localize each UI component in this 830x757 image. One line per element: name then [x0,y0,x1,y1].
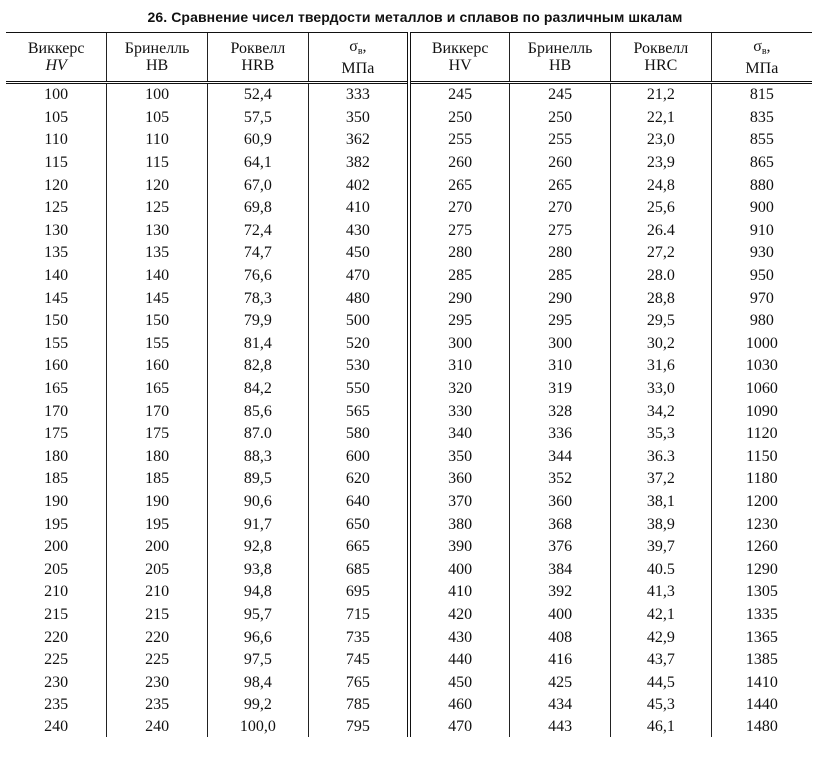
table-cell: 60,9 [208,129,309,152]
table-cell: 470 [409,717,510,737]
table-cell: 150 [107,310,208,333]
table-cell: 88,3 [208,446,309,469]
table-cell: 340 [409,423,510,446]
header-row [6,33,812,83]
table-row [6,83,812,107]
table-cell: 180 [107,446,208,469]
column-header-line2: HB [549,57,572,74]
table-cell: 275 [510,220,611,243]
table-cell: 970 [711,287,812,310]
table-cell: 310 [409,355,510,378]
table-cell: 1365 [711,626,812,649]
column-header-line1 [712,38,812,60]
table-row [6,400,812,423]
table-cell: 443 [510,717,611,737]
table-cell: 135 [107,242,208,265]
table-cell: 295 [510,310,611,333]
table-cell: 200 [107,536,208,559]
table-cell: 42,9 [611,626,712,649]
column-header-line2: HRC [644,57,678,74]
table-row [6,107,812,130]
table-cell: 79,9 [208,310,309,333]
table-cell: 270 [510,197,611,220]
table-cell: 235 [107,694,208,717]
table-cell: 835 [711,107,812,130]
table-cell: 94,8 [208,581,309,604]
table-cell: 600 [308,446,409,469]
sigma-symbol: σ [349,37,358,55]
table-cell: 165 [44,380,69,398]
table-cell: 260 [409,152,510,175]
page-title: 26. Сравнение чисел твердости металлов и сплавов по различным шкалам [147,9,683,25]
table-cell: 416 [510,649,611,672]
column-header [6,33,107,83]
table-cell: 310 [510,355,611,378]
table-cell: 155 [44,334,69,352]
table-cell: 150 [44,312,69,330]
table-cell: 25,6 [611,197,712,220]
table-cell: 195 [107,513,208,536]
table-cell: 450 [409,671,510,694]
table-cell: 434 [510,694,611,717]
table-cell: 255 [510,129,611,152]
table-row [6,378,812,401]
table-cell: 98,4 [208,671,309,694]
table-cell: 120 [107,174,208,197]
table-cell: 300 [409,333,510,356]
table-cell: 170 [44,402,69,420]
table-body [6,83,812,737]
table-cell: 140 [107,265,208,288]
table-cell: 270 [409,197,510,220]
table-cell: 100 [44,86,69,104]
table-cell: 97,5 [208,649,309,672]
table-cell: 520 [308,333,409,356]
table-row [6,536,812,559]
table-cell: 580 [308,423,409,446]
table-row [6,491,812,514]
table-cell: 360 [409,468,510,491]
table-cell: 240 [44,717,69,735]
table-cell: 76,6 [208,265,309,288]
table-cell: 336 [510,423,611,446]
table-cell: 125 [44,199,69,217]
column-header [107,33,208,83]
table-cell: 815 [711,83,812,107]
table-cell: 265 [409,174,510,197]
column-header-line1: Роквелл [633,40,689,57]
table-cell: 1120 [711,423,812,446]
table-cell: 440 [409,649,510,672]
table-cell: 69,8 [208,197,309,220]
table-cell: 120 [44,176,69,194]
table-cell: 84,2 [208,378,309,401]
table-cell: 38,9 [611,513,712,536]
table-cell: 910 [711,220,812,243]
table-cell: 165 [107,378,208,401]
table-cell: 185 [44,470,69,488]
table-cell: 41,3 [611,581,712,604]
table-cell: 980 [711,310,812,333]
column-header-line2: HB [146,57,169,74]
table-cell: 1440 [711,694,812,717]
table-row [6,220,812,243]
table-cell: 1180 [711,468,812,491]
table-cell: 190 [107,491,208,514]
column-header-line1: Роквелл [230,40,286,57]
table-cell: 39,7 [611,536,712,559]
table-cell: 28.0 [611,265,712,288]
table-cell: 105 [44,108,69,126]
table-row [6,468,812,491]
table-row [6,152,812,175]
table-cell: 37,2 [611,468,712,491]
column-header-line2: МПа [341,59,375,77]
table-cell: 89,5 [208,468,309,491]
table-cell: 99,2 [208,694,309,717]
table-cell: 235 [44,696,69,714]
table-cell: 175 [107,423,208,446]
table-cell: 205 [44,560,69,578]
table-cell: 96,6 [208,626,309,649]
header-suffix: , [766,37,771,55]
table-cell: 430 [409,626,510,649]
table-cell: 425 [510,671,611,694]
table-row [6,558,812,581]
table-row [6,242,812,265]
table-cell: 735 [308,626,409,649]
table-cell: 31,6 [611,355,712,378]
table-cell: 1150 [711,446,812,469]
table-row [6,129,812,152]
table-cell: 1385 [711,649,812,672]
table-cell: 300 [510,333,611,356]
table-cell: 245 [409,83,510,107]
table-cell: 500 [308,310,409,333]
table-cell: 430 [308,220,409,243]
table-cell: 57,5 [208,107,309,130]
table-cell: 92,8 [208,536,309,559]
table-cell: 110 [107,129,208,152]
table-cell: 210 [44,583,69,601]
table-cell: 275 [409,220,510,243]
table-row [6,446,812,469]
table-row [6,581,812,604]
table-cell: 265 [510,174,611,197]
table-cell: 765 [308,671,409,694]
table-cell: 35,3 [611,423,712,446]
table-cell: 23,0 [611,129,712,152]
table-cell: 550 [308,378,409,401]
table-cell: 45,3 [611,694,712,717]
table-cell: 215 [44,605,69,623]
table-cell: 290 [409,287,510,310]
table-cell: 350 [308,107,409,130]
table-cell: 408 [510,626,611,649]
table-cell: 85,6 [208,400,309,423]
table-cell: 225 [44,651,69,669]
table-cell: 175 [44,425,69,443]
table-cell: 38,1 [611,491,712,514]
table-row [6,694,812,717]
table-cell: 67,0 [208,174,309,197]
table-cell: 125 [107,197,208,220]
column-header [208,33,309,83]
column-header [409,33,510,83]
column-header-line2: МПа [745,59,779,77]
table-cell: 160 [44,357,69,375]
table-cell: 42,1 [611,604,712,627]
sigma-symbol: σ [753,37,762,55]
table-row [6,423,812,446]
table-cell: 155 [107,333,208,356]
table-cell: 93,8 [208,558,309,581]
table-cell: 410 [308,197,409,220]
column-header [611,33,712,83]
table-cell: 46,1 [611,717,712,737]
table-cell: 160 [107,355,208,378]
table-cell: 140 [44,267,69,285]
table-cell: 319 [510,378,611,401]
table-cell: 95,7 [208,604,309,627]
table-cell: 344 [510,446,611,469]
table-row [6,671,812,694]
table-cell: 23,9 [611,152,712,175]
table-cell: 33,0 [611,378,712,401]
table-cell: 392 [510,581,611,604]
table-cell: 1305 [711,581,812,604]
table-cell: 620 [308,468,409,491]
table-cell: 105 [107,107,208,130]
table-cell: 376 [510,536,611,559]
table-cell: 1290 [711,558,812,581]
table-cell: 220 [44,628,69,646]
table-cell: 695 [308,581,409,604]
table-cell: 28,8 [611,287,712,310]
table-cell: 530 [308,355,409,378]
table-cell: 215 [107,604,208,627]
table-cell: 420 [409,604,510,627]
table-cell: 64,1 [208,152,309,175]
table-cell: 352 [510,468,611,491]
table-cell: 460 [409,694,510,717]
table-cell: 382 [308,152,409,175]
table-cell: 26.4 [611,220,712,243]
table-cell: 34,2 [611,400,712,423]
column-header-line1: Виккерс [27,40,85,57]
table-row [6,355,812,378]
table-cell: 1335 [711,604,812,627]
table-cell: 100 [107,83,208,107]
table-cell: 350 [409,446,510,469]
table-cell: 82,8 [208,355,309,378]
table-cell: 880 [711,174,812,197]
table-cell: 100,0 [208,717,309,737]
column-header-line1: Бринелль [124,40,190,57]
column-header-line1 [309,38,407,60]
table-cell: 360 [510,491,611,514]
table-cell: 1480 [711,717,812,737]
table-cell: 200 [44,538,69,556]
table-row [6,333,812,356]
table-cell: 27,2 [611,242,712,265]
sigma-subscript: в [357,45,363,57]
table-cell: 295 [409,310,510,333]
table-cell: 333 [308,83,409,107]
table-cell: 665 [308,536,409,559]
table-cell: 1030 [711,355,812,378]
table-cell: 565 [308,400,409,423]
table-header [6,33,812,83]
sigma-subscript: в [761,45,767,57]
table-cell: 110 [44,131,68,149]
table-cell: 52,4 [208,83,309,107]
table-cell: 290 [510,287,611,310]
table-cell: 795 [308,717,409,737]
table-cell: 950 [711,265,812,288]
table-cell: 470 [308,265,409,288]
table-cell: 1410 [711,671,812,694]
table-cell: 115 [107,152,208,175]
table-cell: 74,7 [208,242,309,265]
column-header-line2: HV [45,57,67,74]
column-header-line1: Виккерс [431,40,489,57]
table-cell: 81,4 [208,333,309,356]
table-cell: 865 [711,152,812,175]
table-cell: 43,7 [611,649,712,672]
table-cell: 285 [510,265,611,288]
table-cell: 135 [44,244,69,262]
table-cell: 29,5 [611,310,712,333]
table-cell: 785 [308,694,409,717]
table-cell: 384 [510,558,611,581]
table-cell: 78,3 [208,287,309,310]
table-cell: 640 [308,491,409,514]
table-cell: 328 [510,400,611,423]
table-cell: 245 [510,83,611,107]
table-cell: 30,2 [611,333,712,356]
table-row [6,604,812,627]
table-cell: 115 [44,154,68,172]
table-cell: 210 [107,581,208,604]
table-cell: 280 [409,242,510,265]
table-cell: 1060 [711,378,812,401]
table-cell: 185 [107,468,208,491]
table-cell: 240 [107,717,208,737]
table-cell: 650 [308,513,409,536]
column-header [510,33,611,83]
table-cell: 410 [409,581,510,604]
table-cell: 145 [107,287,208,310]
table-cell: 900 [711,197,812,220]
table-cell: 1230 [711,513,812,536]
table-cell: 1090 [711,400,812,423]
table-cell: 260 [510,152,611,175]
table-row [6,174,812,197]
table-cell: 130 [44,221,69,239]
table-cell: 87.0 [208,423,309,446]
table-cell: 91,7 [208,513,309,536]
column-header [711,33,812,83]
hardness-comparison-table [6,32,812,737]
table-cell: 250 [510,107,611,130]
table-cell: 22,1 [611,107,712,130]
table-cell: 21,2 [611,83,712,107]
table-cell: 390 [409,536,510,559]
table-cell: 230 [107,671,208,694]
table-cell: 220 [107,626,208,649]
table-cell: 44,5 [611,671,712,694]
table-cell: 480 [308,287,409,310]
table-cell: 402 [308,174,409,197]
table-row [6,265,812,288]
table-cell: 190 [44,492,69,510]
column-header-line2: HV [448,57,472,74]
table-cell: 330 [409,400,510,423]
table-cell: 930 [711,242,812,265]
table-row [6,626,812,649]
table-cell: 250 [409,107,510,130]
table-row [6,717,812,737]
table-cell: 225 [107,649,208,672]
table-cell: 285 [409,265,510,288]
table-cell: 205 [107,558,208,581]
table-cell: 362 [308,129,409,152]
table-cell: 320 [409,378,510,401]
column-header-line1: Бринелль [527,40,593,57]
table-cell: 745 [308,649,409,672]
table-cell: 90,6 [208,491,309,514]
table-cell: 230 [44,673,69,691]
table-cell: 280 [510,242,611,265]
table-cell: 36.3 [611,446,712,469]
header-suffix: , [362,37,367,55]
table-cell: 170 [107,400,208,423]
table-row [6,649,812,672]
table-cell: 450 [308,242,409,265]
table-cell: 40.5 [611,558,712,581]
table-cell: 255 [409,129,510,152]
column-header-line2: HRB [241,57,275,74]
table-cell: 180 [44,447,69,465]
table-row [6,287,812,310]
table-cell: 72,4 [208,220,309,243]
table-cell: 715 [308,604,409,627]
table-cell: 1200 [711,491,812,514]
table-cell: 370 [409,491,510,514]
table-cell: 1260 [711,536,812,559]
column-header [308,33,409,83]
table-cell: 380 [409,513,510,536]
table-row [6,197,812,220]
table-cell: 368 [510,513,611,536]
table-row [6,513,812,536]
table-cell: 400 [409,558,510,581]
table-cell: 1000 [711,333,812,356]
table-row [6,310,812,333]
table-cell: 685 [308,558,409,581]
table-cell: 195 [44,515,69,533]
table-cell: 400 [510,604,611,627]
table-cell: 145 [44,289,69,307]
table-cell: 24,8 [611,174,712,197]
table-cell: 130 [107,220,208,243]
table-cell: 855 [711,129,812,152]
